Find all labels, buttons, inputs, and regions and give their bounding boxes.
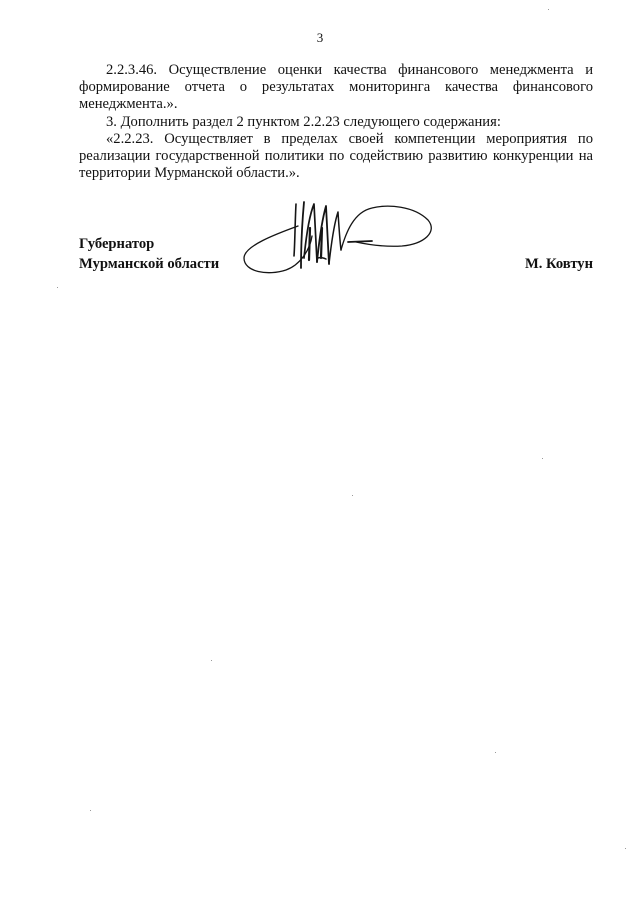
scan-speck (542, 458, 543, 459)
document-body (79, 62, 593, 182)
paragraph-amendment-3: 3. Дополнить раздел 2 пунктом 2.2.23 следующего содержания: (106, 113, 501, 130)
scan-speck (211, 660, 212, 661)
handwritten-signature-image (238, 198, 438, 280)
scan-speck (548, 9, 549, 10)
scan-speck (625, 848, 626, 849)
scan-speck (57, 287, 58, 288)
scan-speck (495, 752, 496, 753)
paragraph-2-2-3-46: 2.2.3.46. Осуществление оценки качества финансового менеджмента и формирование отчета о результатах мониторинга качества финансового менеджмента.». (79, 62, 593, 113)
scan-speck (90, 810, 91, 811)
signer-position-line-1: Губернатор (79, 236, 155, 252)
signer-position (79, 234, 219, 274)
signer-name: М. Ковтун (524, 256, 593, 272)
scan-speck (352, 495, 353, 496)
page-number: 3 (316, 30, 324, 45)
signer-position-line-2: Мурманской области (79, 256, 220, 272)
paragraph-2-2-23: «2.2.23. Осуществляет в пределах своей компетенции мероприятия по реализации государственной политики по содействию развитию конкуренции на территории Мурманской области.». (79, 130, 593, 182)
